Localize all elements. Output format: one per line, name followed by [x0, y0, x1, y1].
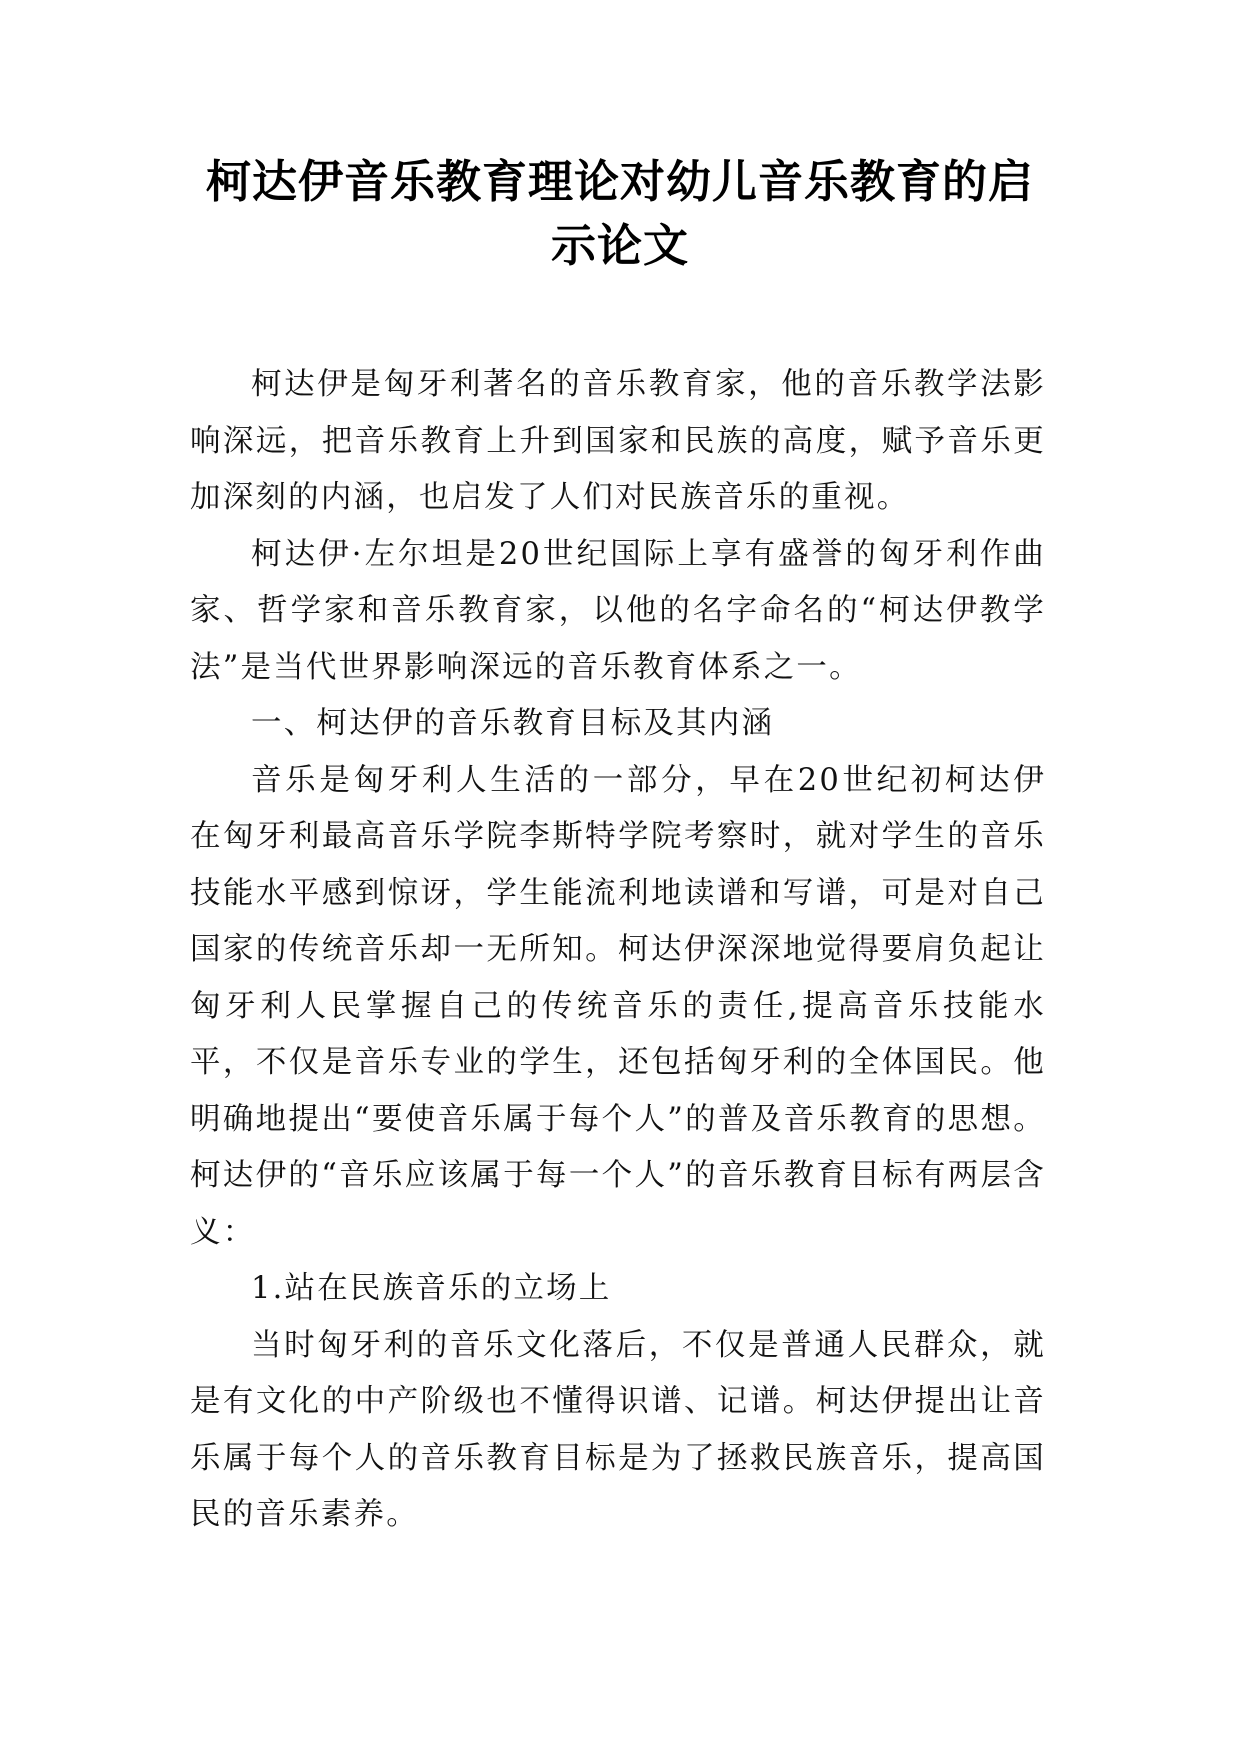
paragraph-intro: 柯达伊是匈牙利著名的音乐教育家，他的音乐教学法影响深远，把音乐教育上升到国家和民族的高度，赋予音乐更加深刻的内涵，也启发了人们对民族音乐的重视。 — [190, 367, 1046, 515]
section-heading-1: 一、柯达伊的音乐教育目标及其内涵 — [251, 706, 775, 741]
paragraph-background: 柯达伊·左尔坦是20世纪国际上享有盛誉的匈牙利作曲家、哲学家和音乐教育家，以他的名字命名的“柯达伊教学法”是当代世界影响深远的音乐教育体系之一。 — [190, 536, 1046, 685]
paragraph-subsection-1: 当时匈牙利的音乐文化落后，不仅是普通人民群众，就是有文化的中产阶级也不懂得识谱、记谱。柯达伊提出让音乐属于每个人的音乐教育目标是为了拯救民族音乐，提高国民的音乐素养。 — [190, 1327, 1046, 1532]
subsection-heading-1: 1.站在民族音乐的立场上 — [251, 1271, 612, 1306]
paragraph-section-1: 音乐是匈牙利人生活的一部分，早在20世纪初柯达伊在匈牙利最高音乐学院李斯特学院考察时，就对学生的音乐技能水平感到惊讶，学生能流利地读谱和写谱，可是对自己国家的传统音乐却一无所知。柯达伊深深地觉得要肩负起让匈牙利人民掌握自己的传统音乐的责任,提高音乐技能水平，不仅是音乐专业的学生，还包括匈牙利的全体国民。他明确地提出“要使音乐属于每个人”的普及音乐教育的思想。柯达伊的“音乐应该属于每一个人”的音乐教育目标有两层含义： — [190, 762, 1046, 1250]
document-body — [190, 357, 1046, 1544]
document-title: 柯达伊音乐教育理论对幼儿音乐教育的启示论文 — [205, 155, 1034, 272]
